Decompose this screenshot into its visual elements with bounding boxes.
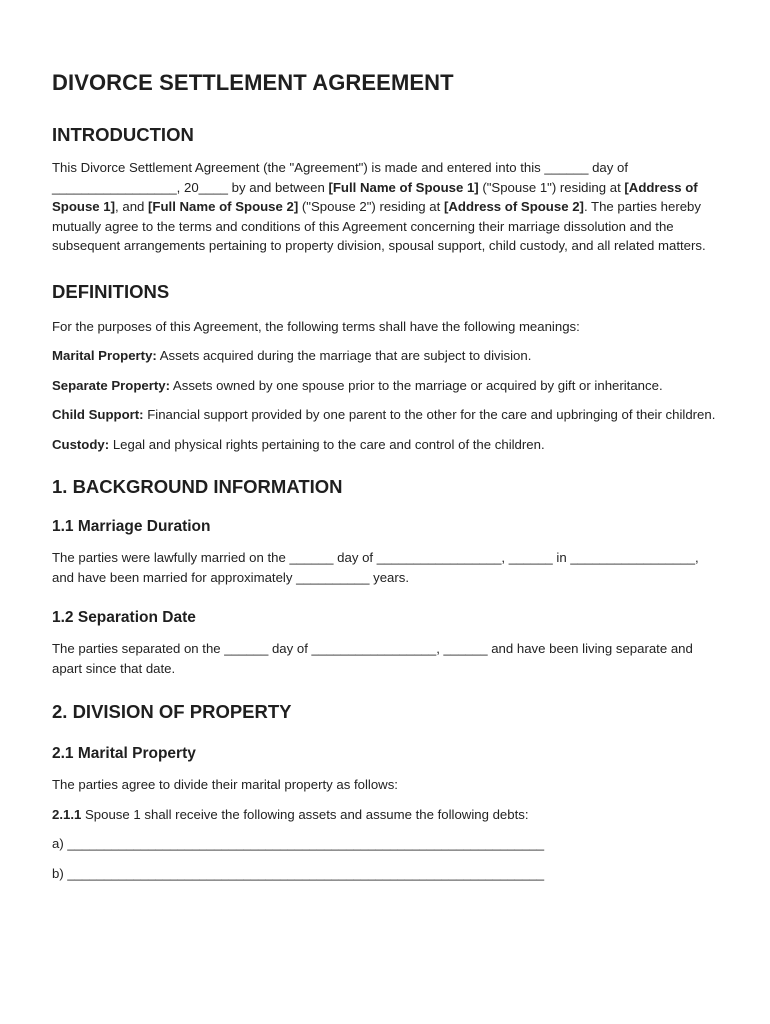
definition-term: Separate Property: — [52, 377, 170, 393]
separation-date-paragraph: The parties separated on the ______ day of _________________, ______ and have been living separate and apart since that date. — [52, 641, 693, 676]
clause-number: 2.1.1 — [52, 806, 82, 822]
blank-line-a: a) _________________________________________________________________ — [52, 836, 545, 851]
spouse2-address-placeholder: [Address of Spouse 2] — [443, 199, 584, 214]
definition-term: Child Support: — [52, 407, 144, 422]
document-body — [52, 70, 722, 883]
division-heading: 2. DIVISION OF PROPERTY — [52, 701, 292, 722]
definition-term: Custody: — [52, 436, 110, 452]
spouse2-name-placeholder: [Full Name of Spouse 2] — [148, 199, 299, 214]
spouse1-address-placeholder: [Address of Spouse 1] — [52, 179, 698, 214]
introduction-paragraph: This Divorce Settlement Agreement (the "Agreement") is made and entered into this ______ day of _________________, 20____ by and between [Full Name of Spouse 1] ("Spouse 1") residing at [Address of Spouse 1], and [Full Name of Spouse 2] ("Spouse 2") residing at [Address of Spouse 2]. The parties hereby mutually agree to the terms and conditions of this Agreement concerning their marriage dissolution and the subsequent arrangements pertaining to property division, spousal support, child custody, and all related matters. — [52, 160, 706, 253]
blank-line-b: b) _________________________________________________________________ — [52, 865, 545, 881]
introduction-heading: INTRODUCTION — [52, 124, 194, 145]
document-title: DIVORCE SETTLEMENT AGREEMENT — [52, 70, 454, 95]
background-heading: 1. BACKGROUND INFORMATION — [52, 476, 343, 497]
definition-item: Child Support: Financial support provided by one parent to the other for the care and upbringing of their children. — [52, 407, 716, 422]
marriage-duration-paragraph: The parties were lawfully married on the ______ day of _________________, ______ in _________________, and have been married for approximately __________ years. — [52, 550, 699, 585]
marriage-duration-heading: 1.1 Marriage Duration — [52, 518, 211, 535]
separation-date-heading: 1.2 Separation Date — [52, 609, 196, 626]
definitions-heading: DEFINITIONS — [52, 280, 170, 302]
definition-item: Separate Property: Assets owned by one spouse prior to the marriage or acquired by gift or inheritance. — [52, 377, 663, 393]
definition-term: Marital Property: — [52, 348, 157, 363]
spouse1-name-placeholder: [Full Name of Spouse 1] — [328, 179, 479, 195]
marital-property-heading: 2.1 Marital Property — [52, 745, 196, 762]
definitions-intro: For the purposes of this Agreement, the following terms shall have the following meanings: — [52, 318, 580, 334]
clause-2-1-1: 2.1.1 Spouse 1 shall receive the following assets and assume the following debts: — [52, 806, 529, 822]
definition-item: Custody: Legal and physical rights pertaining to the care and control of the children. — [52, 436, 545, 452]
definition-item: Marital Property: Assets acquired during the marriage that are subject to division. — [52, 348, 532, 363]
marital-property-intro: The parties agree to divide their marital property as follows: — [52, 777, 398, 792]
